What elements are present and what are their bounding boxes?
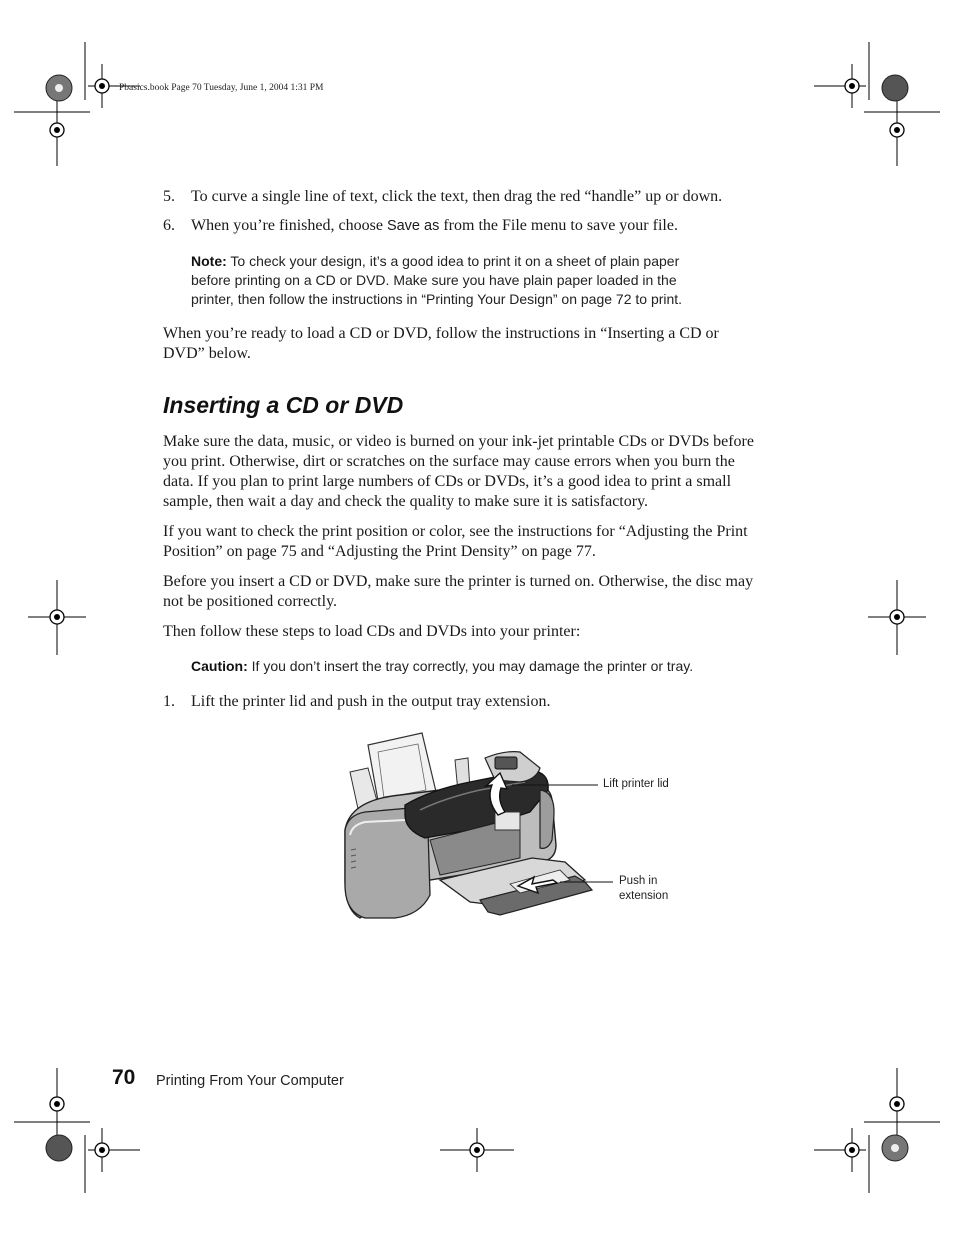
caution-label: Caution:	[191, 658, 248, 674]
paragraph-line: you print. Otherwise, dirt or scratches on the surface may cause errors when you burn the	[163, 453, 735, 470]
step-number: 5.	[163, 188, 175, 205]
menu-command: Save as	[386, 218, 440, 234]
paragraph-line: not be positioned correctly.	[163, 593, 338, 610]
page-number: 70	[112, 1066, 136, 1089]
step-5	[163, 187, 803, 207]
paragraph-line: When you’re ready to load a CD or DVD, follow the instructions in “Inserting a CD or	[163, 325, 719, 342]
section-paragraph-1	[163, 432, 783, 512]
step-1	[163, 692, 803, 712]
section-paragraph-2	[163, 522, 783, 562]
note-line: To check your design, it’s a good idea to print it on a sheet of plain paper	[226, 253, 680, 269]
section-heading: Inserting a CD or DVD	[163, 392, 404, 418]
intro-paragraph	[163, 324, 783, 364]
paragraph-line: DVD” below.	[163, 345, 251, 362]
callout-line: Push in	[619, 875, 658, 887]
step-number: 6.	[163, 217, 175, 234]
caution-box	[191, 657, 771, 676]
paragraph-line: Before you insert a CD or DVD, make sure the printer is turned on. Otherwise, the disc may	[163, 573, 754, 590]
step-text: To curve a single line of text, click the text, then drag the red “handle” up or down.	[191, 188, 723, 205]
step-text: Lift the printer lid and push in the output tray extension.	[191, 693, 551, 710]
caution-text: If you don’t insert the tray correctly, you may damage the printer or tray.	[247, 658, 694, 674]
note-line: before printing on a CD or DVD. Make sure you have plain paper loaded in the	[191, 272, 677, 288]
step-text-before: When you’re finished, choose	[191, 217, 387, 234]
section-paragraph-4	[163, 622, 783, 642]
step-number: 1.	[163, 693, 175, 710]
step-text-after: from the File menu to save your file.	[439, 217, 678, 234]
step-text	[191, 216, 791, 236]
paragraph-line: data. If you plan to print large numbers of CDs or DVDs, it’s a good idea to print a small	[163, 473, 732, 490]
callout-line: extension	[619, 890, 669, 902]
paragraph-line: If you want to check the print position or color, see the instructions for “Adjusting the Print	[163, 523, 748, 540]
note-line: printer, then follow the instructions in “Printing Your Design” on page 72 to print.	[191, 291, 683, 307]
callout-lift-lid: Lift printer lid	[603, 778, 669, 790]
paragraph-line: Position” on page 75 and “Adjusting the Print Density” on page 77.	[163, 543, 596, 560]
step-6	[163, 216, 803, 236]
section-paragraph-3	[163, 572, 783, 612]
book-header-line: Pbasics.book Page 70 Tuesday, June 1, 2004 1:31 PM	[119, 83, 324, 93]
note-label: Note:	[191, 253, 227, 269]
note-box	[191, 252, 771, 309]
callout-push-extension	[619, 874, 668, 904]
paragraph-line: Then follow these steps to load CDs and DVDs into your printer:	[163, 623, 581, 640]
paragraph-line: Make sure the data, music, or video is burned on your ink-jet printable CDs or DVDs before	[163, 433, 754, 450]
footer-title: Printing From Your Computer	[156, 1073, 344, 1089]
paragraph-line: sample, then wait a day and check the quality to make sure it is satisfactory.	[163, 493, 649, 510]
